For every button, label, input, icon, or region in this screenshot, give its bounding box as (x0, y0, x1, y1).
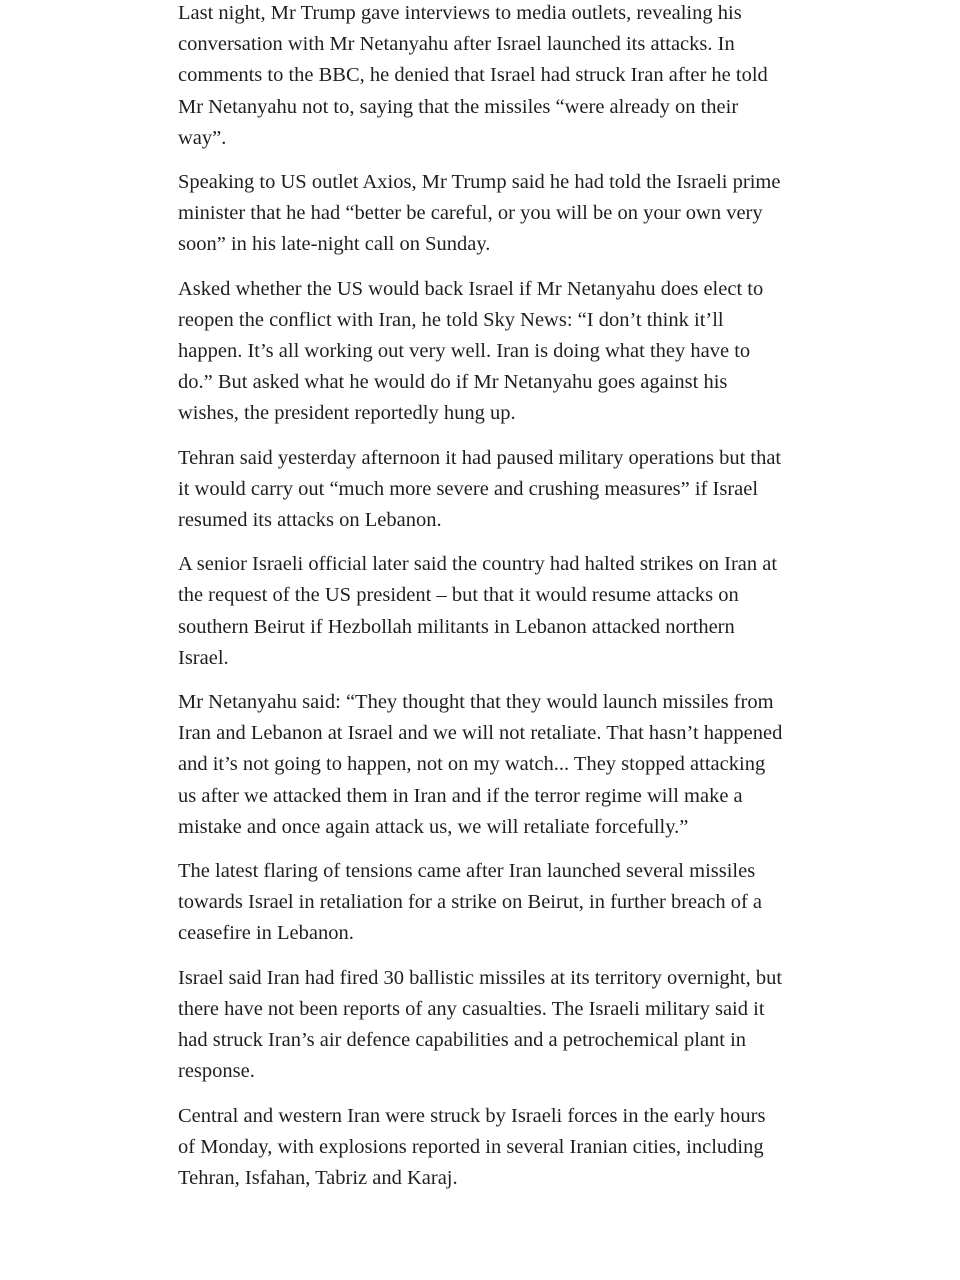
article-paragraph: Speaking to US outlet Axios, Mr Trump said he had told the Israeli prime minister that he had “better be careful, or you will be on your own very soon” in his late-night call on Sunday. (178, 171, 781, 256)
article-paragraph: Asked whether the US would back Israel if Mr Netanyahu does elect to reopen the conflict with Iran, he told Sky News: “I don’t think it’ll happen. It’s all working out very well. Iran is doing what they have to do.” But asked what he would do if Mr Netanyahu goes against his wishes, the president reportedly hung up. (178, 277, 764, 425)
article-paragraph: Central and western Iran were struck by Israeli forces in the early hours of Monday, with explosions reported in several Iranian cities, including Tehran, Isfahan, Tabriz and Karaj. (178, 1104, 766, 1189)
article-paragraph: Last night, Mr Trump gave interviews to media outlets, revealing his conversation with Mr Netanyahu after Israel launched its attacks. In comments to the BBC, he denied that Israel had struck Iran after he told Mr Netanyahu not to, saying that the missiles “were already on their way”. (178, 2, 768, 149)
article-paragraph: A senior Israeli official later said the country had halted strikes on Iran at the request of the US president – but that it would resume attacks on southern Beirut if Hezbollah militants in Lebanon attacked northern Israel. (178, 553, 778, 669)
article-body (178, 0, 784, 1207)
article-paragraph: Israel said Iran had fired 30 ballistic missiles at its territory overnight, but there have not been reports of any casualties. The Israeli military said it had struck Iran’s air defence capabilities and a petrochemical plant in response. (178, 966, 783, 1083)
article-paragraph: Tehran said yesterday afternoon it had paused military operations but that it would carry out “much more severe and crushing measures” if Israel resumed its attacks on Lebanon. (178, 446, 782, 532)
article-paragraph: The latest flaring of tensions came after Iran launched several missiles towards Israel in retaliation for a strike on Beirut, in further breach of a ceasefire in Lebanon. (178, 860, 763, 945)
article-paragraph: Mr Netanyahu said: “They thought that they would launch missiles from Iran and Lebanon at Israel and we will not retaliate. That hasn’t happened and it’s not going to happen, not on my watch... They stopped attacking us after we attacked them in Iran and if the terror regime will make a mistake and once again attack us, we will retaliate forcefully.” (178, 691, 783, 838)
